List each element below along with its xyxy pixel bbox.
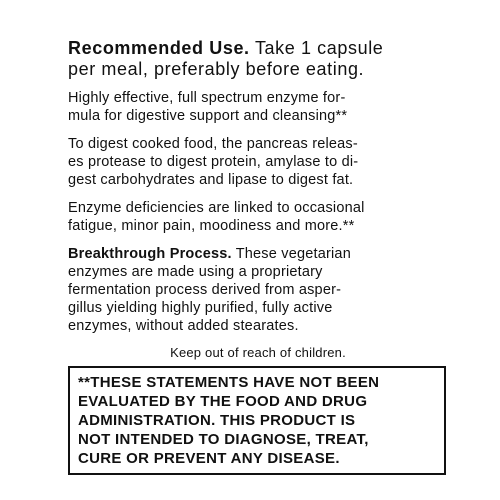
deficiencies-paragraph xyxy=(68,199,448,235)
digestion-line-2: es protease to digest protein, amylase to di- xyxy=(68,154,359,170)
disclaimer-line-4: NOT INTENDED TO DIAGNOSE, TREAT, xyxy=(78,431,369,448)
breakthrough-line-1 xyxy=(68,245,448,263)
fda-disclaimer-box xyxy=(68,366,446,475)
breakthrough-line-4: gillus yielding highly purified, fully active xyxy=(68,300,333,316)
disclaimer-line-2: EVALUATED BY THE FOOD AND DRUG xyxy=(78,393,368,410)
supplement-label-panel xyxy=(68,38,448,475)
child-safety-warning: Keep out of reach of children. xyxy=(170,345,346,360)
digestion-line-1: To digest cooked food, the pancreas releas- xyxy=(68,136,358,152)
breakthrough-heading: Breakthrough Process. xyxy=(68,246,232,262)
effectiveness-paragraph xyxy=(68,89,448,125)
recommended-use-line-1 xyxy=(68,38,448,59)
breakthrough-line-5: enzymes, without added stearates. xyxy=(68,318,299,334)
digestion-paragraph xyxy=(68,135,448,189)
recommended-use-line-2: per meal, preferably before eating. xyxy=(68,59,365,79)
breakthrough-text: These vegetarian xyxy=(235,246,351,262)
breakthrough-paragraph xyxy=(68,245,448,335)
recommended-use-text: Take 1 capsule xyxy=(254,38,384,58)
breakthrough-line-2: enzymes are made using a proprietary xyxy=(68,264,323,280)
disclaimer-line-1: **THESE STATEMENTS HAVE NOT BEEN xyxy=(78,374,380,391)
deficiencies-line-2: fatigue, minor pain, moodiness and more.** xyxy=(68,218,355,234)
recommended-use-paragraph xyxy=(68,38,448,80)
disclaimer-line-5: CURE OR PREVENT ANY DISEASE. xyxy=(78,450,340,467)
effectiveness-line-2: mula for digestive support and cleansing** xyxy=(68,108,348,124)
deficiencies-line-1: Enzyme deficiencies are linked to occasional xyxy=(68,200,365,216)
effectiveness-line-1: Highly effective, full spectrum enzyme for- xyxy=(68,90,346,106)
breakthrough-line-3: fermentation process derived from asper- xyxy=(68,282,342,298)
recommended-use-heading: Recommended Use. xyxy=(68,38,250,58)
digestion-line-3: gest carbohydrates and lipase to digest fat. xyxy=(68,172,354,188)
disclaimer-line-3: ADMINISTRATION. THIS PRODUCT IS xyxy=(78,412,356,429)
